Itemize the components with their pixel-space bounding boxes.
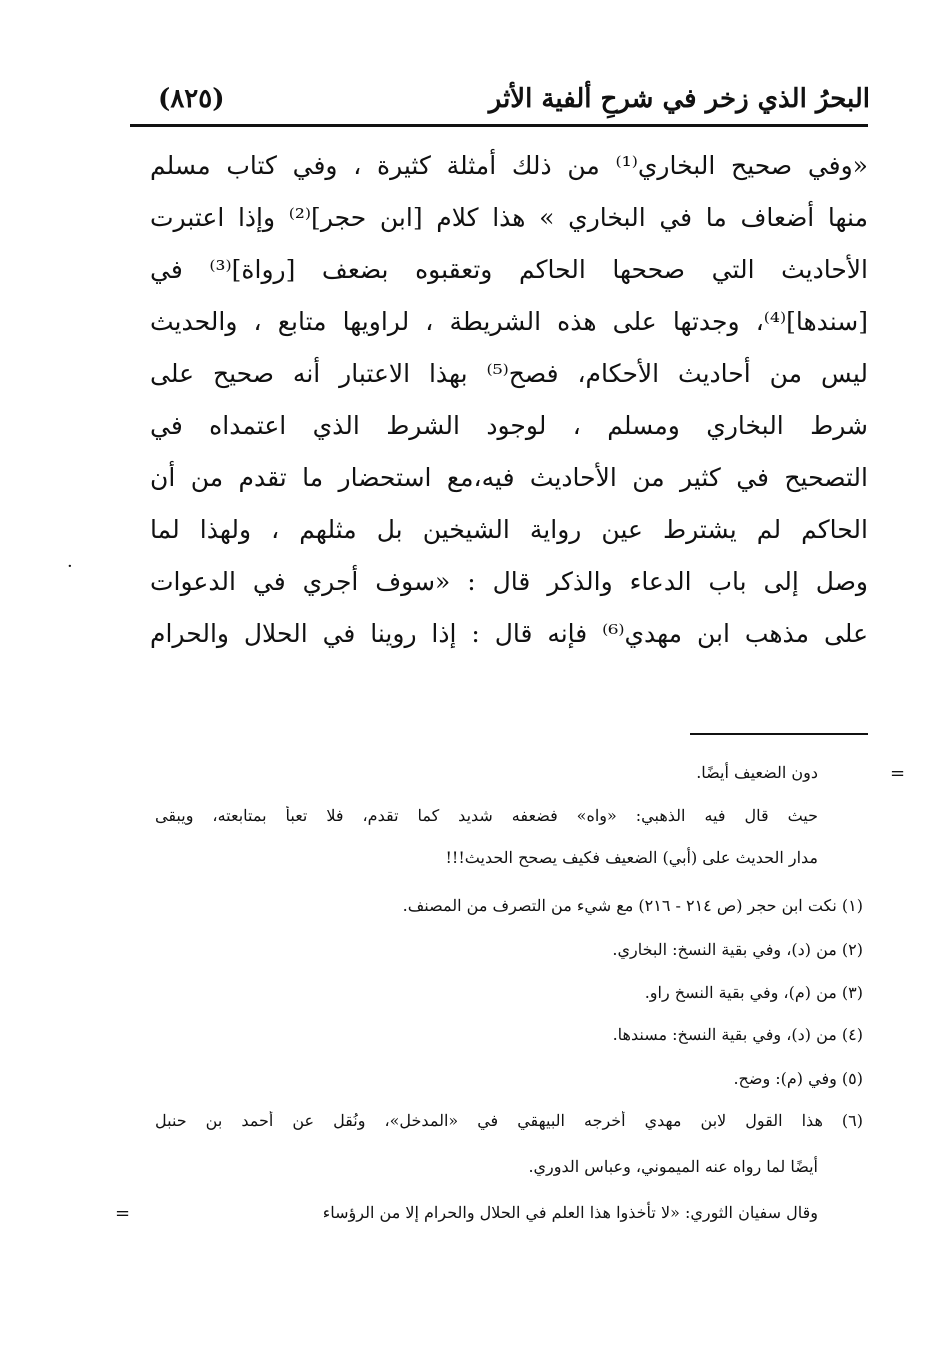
text-line: [سندها]⁽⁴⁾، وجدتها على هذه الشريطة ، لراويها متابع ، والحديث (150, 307, 868, 336)
running-header (130, 84, 870, 124)
text-line: التصحيح في كثير من الأحاديث فيه،مع استحضار ما تقدم من أن (150, 463, 868, 492)
text-line: الحاكم لم يشترط عين رواية الشيخين بل مثلهم ، ولهذا لما (150, 515, 868, 544)
margin-mark: · (67, 556, 73, 577)
text-line: وصل إلى باب الدعاء والذكر قال : «سوف أجري في الدعوات (150, 567, 868, 596)
footnote-separator (690, 733, 868, 735)
footnote-continuation: دون الضعيف أيضًا. (696, 763, 818, 782)
footnote-6-continuation: وقال سفيان الثوري: «لا تأخذوا هذا العلم في الحلال والحرام إلا من الرؤساء (322, 1203, 818, 1222)
text-line: شرط البخاري ومسلم ، لوجود الشرط الذي اعتمداه في (150, 411, 868, 440)
text-line: منها أضعاف ما في البخاري » هذا كلام [ابن حجر]⁽²⁾ وإذا اعتبرت (150, 203, 868, 232)
text-line: «وفي صحيح البخاري⁽¹⁾ من ذلك أمثلة كثيرة ، وفي كتاب مسلم (150, 151, 868, 180)
text-line: الأحاديث التي صححها الحاكم وتعقبوه بضعف [رواة]⁽³⁾ في (150, 255, 868, 284)
footnote-continuation: مدار الحديث على (أبي) الضعيف فكيف يصحح الحديث!!! (445, 848, 818, 867)
main-text (150, 140, 868, 660)
book-title: البحرُ الذي زخر في شرحِ ألفية الأثر (488, 84, 870, 114)
footnote-continuation: حيث قال فيه الذهبي: «واه» فضعفه شديد كما تقدم، فلا تعبأ بمتابعته، ويبقى (155, 806, 818, 825)
page-number: (٨٢٥) (158, 84, 225, 114)
footnote-6: (٦) هذا القول لابن مهدي أخرجه البيهقي في «المدخل»، ونُقل عن أحمد بن حنبل (155, 1111, 863, 1130)
text-line: ليس من أحاديث الأحكام، فصح⁽⁵⁾ بهذا الاعتبار أنه صحيح على (150, 359, 868, 388)
footnote-3: (٣) من (م)، وفي بقية النسخ راو. (644, 983, 863, 1002)
footnote-1: (١) نكت ابن حجر (ص ٢١٤ - ٢١٦) مع شيء من التصرف من المصنف. (402, 896, 863, 915)
text-line: على مذهب ابن مهدي⁽⁶⁾ فإنه قال : إذا روينا في الحلال والحرام (150, 619, 868, 648)
footnote-6-continuation: أيضًا لما رواه عنه الميموني، وعباس الدوري. (528, 1157, 818, 1176)
header-rule (130, 124, 868, 127)
footnote-4: (٤) من (د)، وفي بقية النسخ: مسندها. (612, 1025, 863, 1044)
footnote-5: (٥) وفي (م): وضح. (733, 1069, 863, 1088)
continuation-marker: = (890, 763, 906, 784)
continuation-marker: = (115, 1203, 131, 1224)
footnote-2: (٢) من (د)، وفي بقية النسخ: البخاري. (612, 940, 863, 959)
